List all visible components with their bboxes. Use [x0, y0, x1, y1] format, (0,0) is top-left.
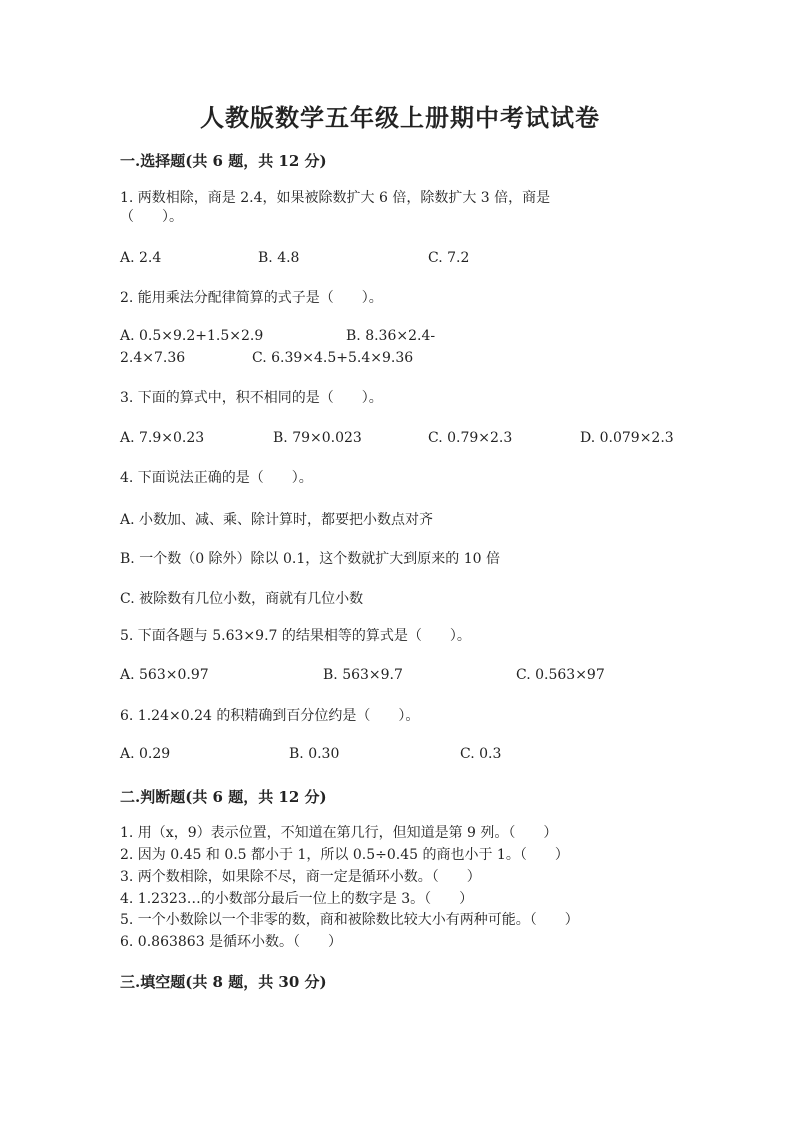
question-5-option-a: A. 563×0.97: [120, 667, 209, 683]
question-4-option-a: A. 小数加、减、乘、除计算时，都要把小数点对齐: [120, 512, 434, 528]
question-2-option-a: A. 0.5×9.2+1.5×2.9: [120, 328, 264, 344]
question-5-option-c: C. 0.563×97: [516, 667, 605, 683]
question-3-option-c: C. 0.79×2.3: [428, 430, 513, 446]
question-2-line-1: 2. 能用乘法分配律简算的式子是（ ）。: [120, 290, 383, 306]
question-4-line-1: 4. 下面说法正确的是（ ）。: [120, 470, 313, 486]
question-1-option-b: B. 4.8: [258, 250, 300, 266]
question-6-option-b: B. 0.30: [289, 746, 340, 762]
page-title: 人教版数学五年级上册期中考试试卷: [200, 103, 600, 132]
true-false-item-6: 6. 0.863863 是循环小数。（ ）: [120, 934, 343, 950]
question-4-option-b: B. 一个数（0 除外）除以 0.1，这个数就扩大到原来的 10 倍: [120, 551, 500, 567]
question-1-line-1: 1. 两数相除，商是 2.4，如果被除数扩大 6 倍，除数扩大 3 倍，商是: [120, 190, 551, 206]
true-false-item-4: 4. 1.2323…的小数部分最后一位上的数字是 3。（ ）: [120, 891, 474, 907]
question-1-line-2: （ ）。: [120, 209, 183, 225]
question-3-option-b: B. 79×0.023: [273, 430, 362, 446]
question-2-option-c: C. 6.39×4.5+5.4×9.36: [252, 350, 414, 366]
question-6-option-c: C. 0.3: [460, 746, 502, 762]
question-2-option-b-cont: 2.4×7.36: [120, 350, 186, 366]
section-heading-fill-in: 三.填空题(共 8 题，共 30 分): [120, 973, 327, 991]
true-false-item-5: 5. 一个小数除以一个非零的数，商和被除数比较大小有两种可能。（ ）: [120, 912, 579, 928]
question-6-option-a: A. 0.29: [120, 746, 171, 762]
question-1-option-a: A. 2.4: [120, 250, 162, 266]
question-3-line-1: 3. 下面的算式中，积不相同的是（ ）。: [120, 390, 383, 406]
section-heading-true-false: 二.判断题(共 6 题，共 12 分): [120, 788, 327, 806]
question-6-line-1: 6. 1.24×0.24 的积精确到百分位约是（ ）。: [120, 708, 420, 724]
true-false-item-2: 2. 因为 0.45 和 0.5 都小于 1，所以 0.5÷0.45 的商也小于 1。（ ）: [120, 847, 569, 863]
question-3-option-a: A. 7.9×0.23: [120, 430, 205, 446]
true-false-item-1: 1. 用（x，9）表示位置，不知道在第几行，但知道是第 9 列。（ ）: [120, 825, 558, 841]
true-false-item-3: 3. 两个数相除，如果除不尽，商一定是循环小数。（ ）: [120, 869, 481, 885]
section-heading-choice: 一.选择题(共 6 题，共 12 分): [120, 152, 327, 170]
question-2-option-b: B. 8.36×2.4-: [346, 328, 436, 344]
question-3-option-d: D. 0.079×2.3: [580, 430, 674, 446]
question-4-option-c: C. 被除数有几位小数，商就有几位小数: [120, 591, 364, 607]
question-1-option-c: C. 7.2: [428, 250, 470, 266]
question-5-option-b: B. 563×9.7: [323, 667, 403, 683]
question-5-line-1: 5. 下面各题与 5.63×9.7 的结果相等的算式是（ ）。: [120, 628, 471, 644]
